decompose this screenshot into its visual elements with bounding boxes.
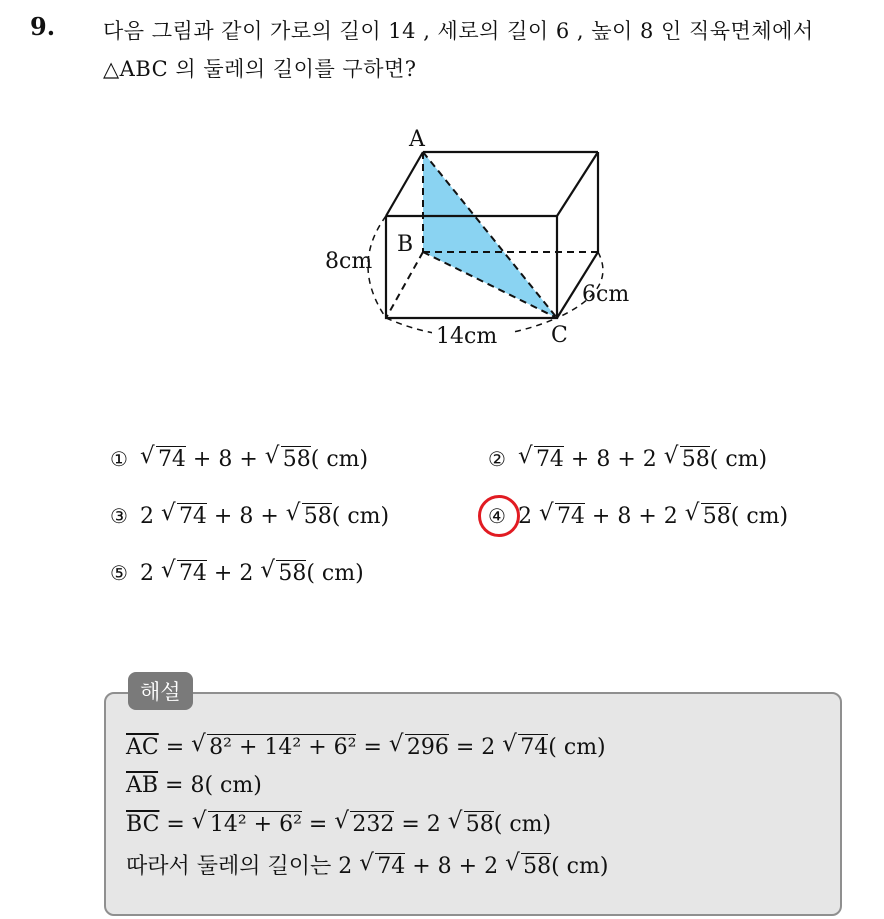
choice-4[interactable]: ④ 2 √ 74 + 8 + 2 √ 58( cm): [488, 503, 788, 529]
choice-2[interactable]: ② √ 74 + 8 + 2 √ 58( cm): [488, 446, 767, 472]
label-width: 14cm: [436, 324, 498, 349]
label-a: A: [409, 127, 425, 152]
solution-line-4: 따라서 둘레의 길이는 2 √ 74 + 8 + 2 √ 58( cm): [126, 849, 608, 880]
solution-line-2: $\overline{AB} = 8$( cm): [126, 773, 262, 798]
label-c: C: [551, 323, 568, 348]
solution-line-1: $\overline{AC}$ = √ 8² + 14² + 6² = √ 296 = 2 √ 74( cm): [126, 734, 606, 760]
solution-line-3: $\overline{BC}$ = √ 14² + 6² = √ 232 = 2 √ 58( cm): [126, 811, 551, 837]
selected-answer-mark: [478, 495, 520, 537]
solution-tag: 해설: [128, 672, 193, 710]
label-depth: 6cm: [582, 282, 630, 307]
label-b: B: [397, 232, 414, 257]
solution-box: [104, 692, 842, 916]
choice-1[interactable]: ① √ 74 + 8 + √ 58( cm): [110, 446, 368, 472]
choice-5[interactable]: ⑤ 2 √ 74 + 2 √ 58( cm): [110, 560, 364, 586]
question-text: 다음 그림과 같이 가로의 길이 14 , 세로의 길이 6 , 높이 8 인 직육면체에서 △ABC 의 둘레의 길이를 구하면?: [103, 19, 814, 81]
choice-3[interactable]: ③ 2 √ 74 + 8 + √ 58( cm): [110, 503, 389, 529]
question-number: 9.: [30, 12, 56, 41]
cuboid-figure: [0, 0, 884, 420]
label-height: 8cm: [325, 249, 373, 274]
